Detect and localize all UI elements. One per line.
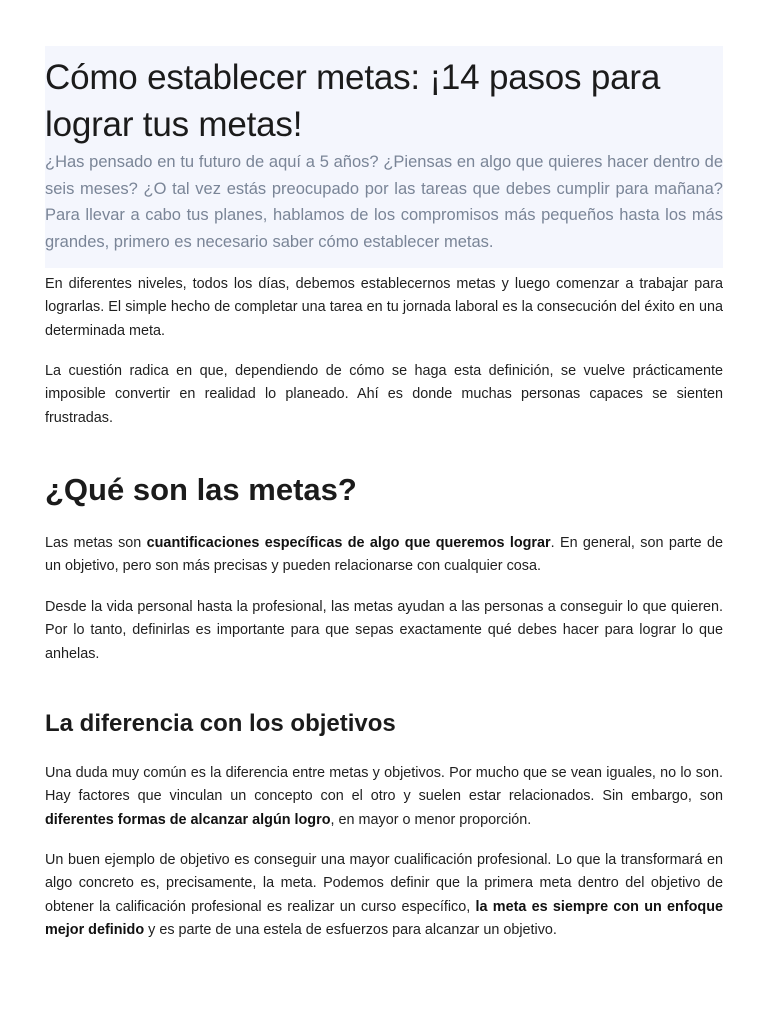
bold-text: diferentes formas de alcanzar algún logro	[45, 811, 331, 828]
bold-text: la meta es siempre con un enfoque mejor definido	[45, 898, 723, 939]
section-heading-diferencia: La diferencia con los objetivos	[45, 710, 396, 737]
text-run: Una duda muy común es la diferencia entre metas y objetivos. Por mucho que se vean iguales, no lo son. Hay factores que vinculan un concepto con el otro y suelen estar relacionados. Sin embargo, son	[45, 765, 723, 805]
text-run: , en mayor o menor proporción.	[330, 811, 532, 828]
bold-text: cuantificaciones específicas de algo que queremos lograr	[146, 535, 551, 551]
intro-paragraph-1: En diferentes niveles, todos los días, debemos establecernos metas y luego comenzar a trabajar para lograrlas. El simple hecho de completar una tarea en tu jornada laboral es la consecución del éxito en una determinada meta.	[45, 276, 723, 339]
metas-paragraph-2: Desde la vida personal hasta la profesional, las metas ayudan a las personas a conseguir lo que quieren. Por lo tanto, definirlas es importante para que sepas exactamente qué debes hacer para lograr lo que anhelas.	[45, 599, 723, 662]
article-header	[45, 46, 723, 268]
section-heading-metas: ¿Qué son las metas?	[45, 472, 357, 507]
article-title: Cómo establecer metas: ¡14 pasos para lograr tus metas!	[45, 58, 661, 144]
intro-paragraph-2: La cuestión radica en que, dependiendo de cómo se haga esta definición, se vuelve prácticamente imposible convertir en realidad lo planeado. Ahí es donde muchas personas capaces se sienten frustradas.	[45, 363, 723, 426]
text-run: Las metas son	[45, 535, 147, 551]
text-run: Un buen ejemplo de objetivo es conseguir una mayor cualificación profesional. Lo que la transformará en algo concreto es, precisamente, la meta. Podemos definir que la primera meta dentro del objetivo de obtener la calificación profesional es realizar un curso específico,	[45, 852, 723, 915]
diferencia-paragraph-1	[45, 762, 723, 832]
text-run: y es parte de una estela de esfuerzos para alcanzar un objetivo.	[144, 922, 557, 939]
text-run: . En general, son parte de un objetivo, pero son más precisas y pueden relacionarse con cualquier cosa.	[45, 535, 723, 575]
diferencia-paragraph-2	[45, 849, 723, 943]
article-lead: ¿Has pensado en tu futuro de aquí a 5 años? ¿Piensas en algo que quieres hacer dentro de seis meses? ¿O tal vez estás preocupado por las tareas que debes cumplir para mañana? Para llevar a cabo tus planes, hablamos de los compromisos más pequeños hasta los más grandes, primero es necesario saber cómo establecer metas.	[45, 153, 723, 251]
metas-paragraph-1	[45, 532, 723, 579]
